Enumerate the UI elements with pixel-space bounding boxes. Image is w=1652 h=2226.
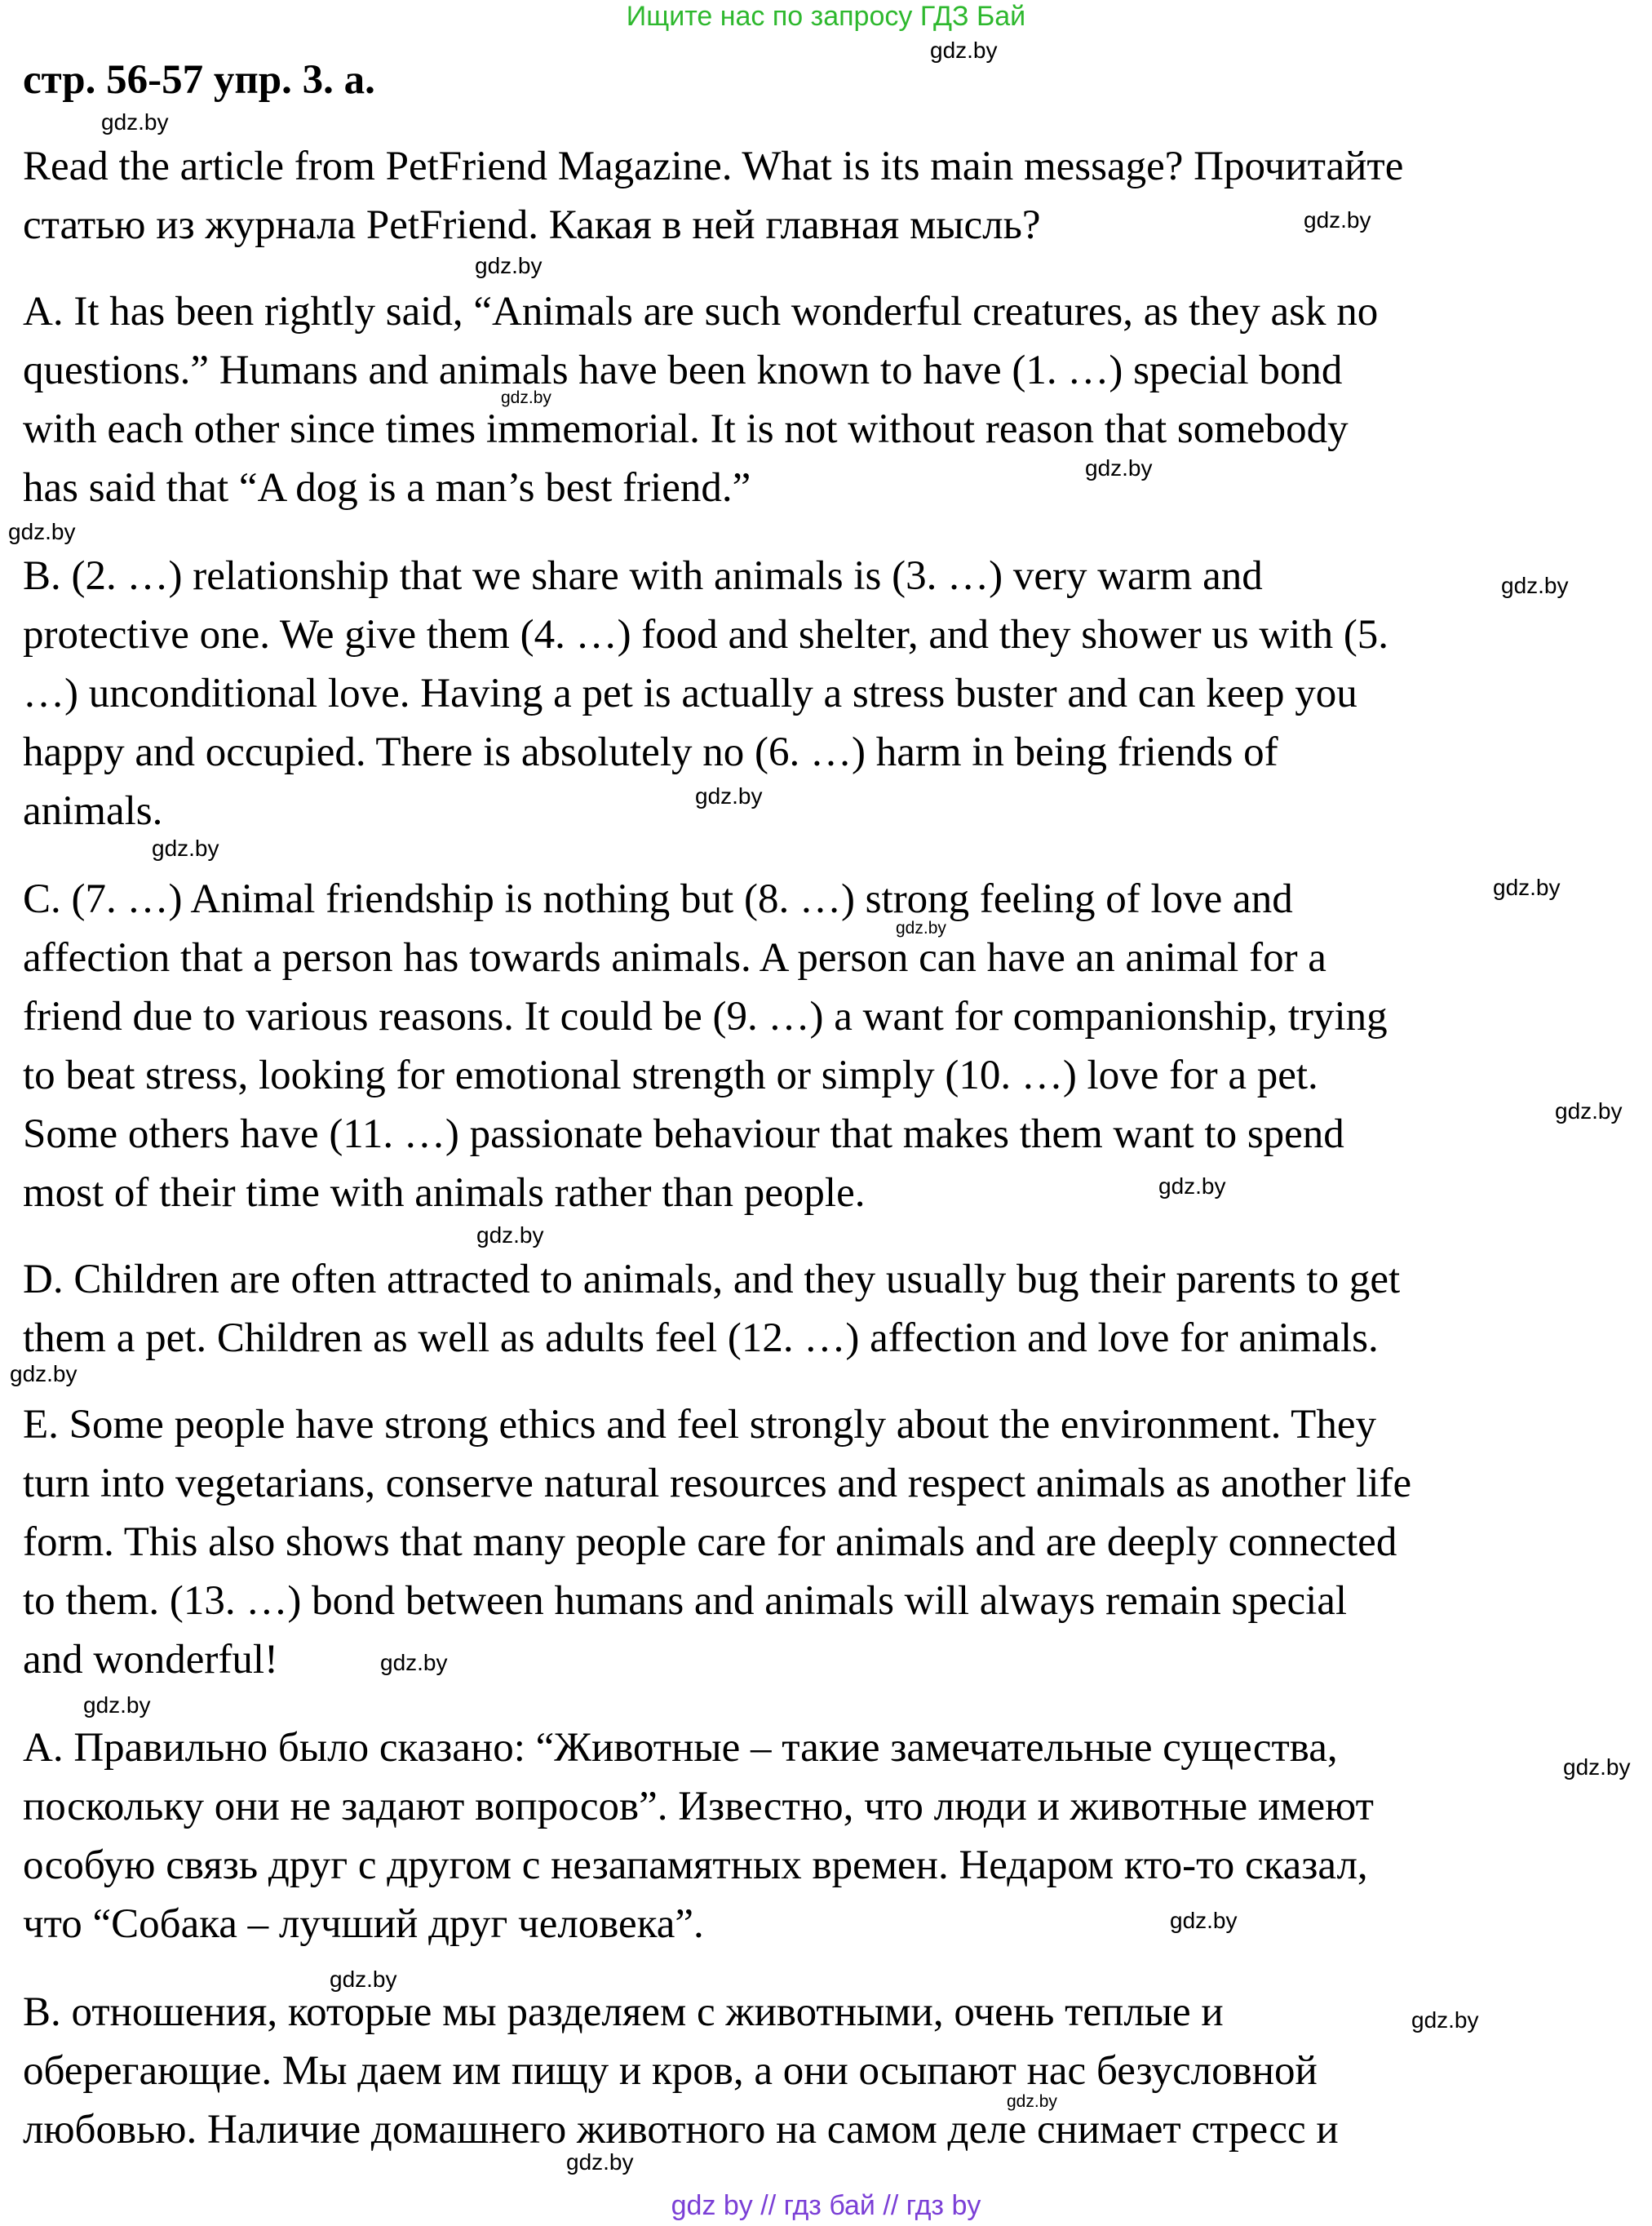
text-line: friend due to various reasons. It could be (9. …) a want for companionship, trying: [23, 994, 1388, 1040]
text-line: D. Children are often attracted to animals, and they usually bug their parents to get: [23, 1257, 1401, 1302]
search-hint-banner: Ищите нас по запросу ГДЗ Бай: [626, 1, 1026, 32]
watermark: gdz.by: [1085, 455, 1153, 481]
watermark: gdz.by: [566, 2149, 634, 2175]
text-line: has said that “A dog is a man’s best friend.”: [23, 465, 751, 511]
text-line: B. (2. …) relationship that we share with animals is (3. …) very warm and: [23, 553, 1263, 599]
text-line: to beat stress, looking for emotional strength or simply (10. …) love for a pet.: [23, 1053, 1318, 1098]
text-line: animals.: [23, 788, 163, 834]
text-line: affection that a person has towards animals. A person can have an animal for a: [23, 935, 1326, 981]
watermark: gdz.by: [1501, 573, 1569, 598]
watermark: gdz.by: [1563, 1754, 1631, 1780]
text-line: особую связь друг с другом с незапамятных времен. Недаром кто-то сказал,: [23, 1842, 1368, 1888]
text-line: оберегающие. Мы даем им пищу и кров, а они осыпают нас безусловной: [23, 2048, 1318, 2094]
text-line: A. It has been rightly said, “Animals are such wonderful creatures, as they ask no: [23, 289, 1379, 335]
text-line: questions.” Humans and animals have been known to have (1. …) special bond: [23, 348, 1343, 393]
exercise-heading: стр. 56-57 упр. 3. а.: [23, 57, 375, 103]
text-line: что “Собака – лучший друг человека”.: [23, 1901, 704, 1947]
text-line: E. Some people have strong ethics and feel strongly about the environment. They: [23, 1402, 1376, 1448]
watermark: gdz.by: [330, 1967, 397, 1992]
watermark: gdz.by: [1007, 2092, 1057, 2111]
watermark: gdz.by: [476, 1222, 544, 1248]
text-line: А. Правильно было сказано: “Животные – такие замечательные существа,: [23, 1725, 1338, 1771]
watermark: gdz.by: [83, 1692, 151, 1718]
watermark: gdz.by: [8, 519, 76, 544]
text-line: Read the article from PetFriend Magazine. What is its main message? Прочитайте: [23, 144, 1404, 189]
footer-links: gdz by // гдз бай // гдз by: [671, 2190, 981, 2221]
text-line: В. отношения, которые мы разделяем с животными, очень теплые и: [23, 1989, 1224, 2035]
text-line: любовью. Наличие домашнего животного на самом деле снимает стресс и: [23, 2107, 1339, 2153]
watermark: gdz.by: [152, 836, 219, 861]
text-line: to them. (13. …) bond between humans and animals will always remain special: [23, 1578, 1348, 1624]
watermark: gdz.by: [695, 783, 763, 809]
text-line: …) unconditional love. Having a pet is actually a stress buster and can keep you: [23, 671, 1357, 716]
watermark: gdz.by: [1170, 1908, 1238, 1933]
text-line: Some others have (11. …) passionate behaviour that makes them want to spend: [23, 1111, 1344, 1157]
text-line: most of their time with animals rather than people.: [23, 1170, 866, 1216]
watermark: gdz.by: [1158, 1173, 1226, 1199]
text-line: статью из журнала PetFriend. Какая в ней главная мысль?: [23, 202, 1041, 248]
watermark: gdz.by: [10, 1361, 78, 1386]
text-line: protective one. We give them (4. …) food and shelter, and they shower us with (5.: [23, 612, 1389, 658]
watermark: gdz.by: [1493, 875, 1561, 900]
watermark: gdz.by: [380, 1650, 448, 1675]
watermark: gdz.by: [1304, 207, 1371, 233]
watermark: gdz.by: [896, 919, 946, 938]
text-line: turn into vegetarians, conserve natural resources and respect animals as another life: [23, 1461, 1412, 1506]
text-line: them a pet. Children as well as adults feel (12. …) affection and love for animals.: [23, 1315, 1379, 1361]
watermark: gdz.by: [1411, 2007, 1479, 2033]
text-line: form. This also shows that many people care for animals and are deeply connected: [23, 1519, 1397, 1565]
watermark: gdz.by: [475, 253, 543, 278]
text-line: C. (7. …) Animal friendship is nothing but (8. …) strong feeling of love and: [23, 876, 1293, 922]
text-line: with each other since times immemorial. It is not without reason that somebody: [23, 406, 1349, 452]
watermark: gdz.by: [930, 38, 998, 63]
text-line: поскольку они не задают вопросов”. Известно, что люди и животные имеют: [23, 1784, 1374, 1829]
text-line: happy and occupied. There is absolutely no (6. …) harm in being friends of: [23, 729, 1278, 775]
watermark: gdz.by: [501, 388, 551, 407]
watermark: gdz.by: [1555, 1098, 1623, 1124]
watermark: gdz.by: [101, 109, 169, 135]
text-line: and wonderful!: [23, 1637, 278, 1683]
